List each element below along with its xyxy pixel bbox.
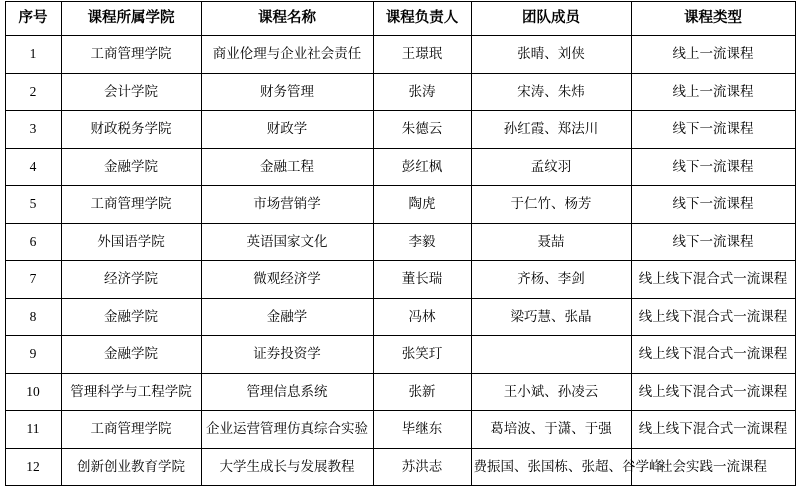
cell-course-name: 商业伦理与企业社会责任 xyxy=(201,36,373,74)
table-row xyxy=(5,111,795,149)
cell-index: 4 xyxy=(5,148,61,186)
cell-course-type: 线下一流课程 xyxy=(631,148,795,186)
cell-index: 6 xyxy=(5,223,61,261)
cell-team: 齐杨、李剑 xyxy=(471,261,631,299)
cell-index: 9 xyxy=(5,336,61,374)
cell-school: 创新创业教育学院 xyxy=(61,448,201,486)
cell-course-type: 社会实践一流课程 xyxy=(631,448,795,486)
table-row xyxy=(5,36,795,74)
cell-school: 工商管理学院 xyxy=(61,186,201,224)
cell-team: 孙红霞、郑法川 xyxy=(471,111,631,149)
cell-course-type: 线上线下混合式一流课程 xyxy=(631,298,795,336)
cell-school: 金融学院 xyxy=(61,336,201,374)
cell-leader: 王璟珉 xyxy=(373,36,471,74)
cell-index: 7 xyxy=(5,261,61,299)
table-row xyxy=(5,448,795,486)
cell-team: 王小斌、孙凌云 xyxy=(471,373,631,411)
cell-leader: 毕继东 xyxy=(373,411,471,449)
cell-course-type: 线下一流课程 xyxy=(631,186,795,224)
cell-course-type: 线上线下混合式一流课程 xyxy=(631,261,795,299)
cell-team: 于仁竹、杨芳 xyxy=(471,186,631,224)
column-header-school: 课程所属学院 xyxy=(61,2,201,36)
cell-course-name: 证券投资学 xyxy=(201,336,373,374)
cell-course-name: 金融学 xyxy=(201,298,373,336)
cell-team xyxy=(471,336,631,374)
column-header-course-name: 课程名称 xyxy=(201,2,373,36)
column-header-course-type: 课程类型 xyxy=(631,2,795,36)
cell-school: 金融学院 xyxy=(61,148,201,186)
cell-course-name: 英语国家文化 xyxy=(201,223,373,261)
cell-team: 张晴、刘侠 xyxy=(471,36,631,74)
cell-leader: 苏洪志 xyxy=(373,448,471,486)
cell-leader: 董长瑞 xyxy=(373,261,471,299)
cell-leader: 张涛 xyxy=(373,73,471,111)
cell-school: 金融学院 xyxy=(61,298,201,336)
cell-team: 宋涛、朱炜 xyxy=(471,73,631,111)
cell-school: 工商管理学院 xyxy=(61,36,201,74)
table-row xyxy=(5,148,795,186)
course-list-table xyxy=(5,1,796,486)
cell-leader: 张新 xyxy=(373,373,471,411)
cell-leader: 张笑玎 xyxy=(373,336,471,374)
cell-leader: 朱德云 xyxy=(373,111,471,149)
cell-index: 5 xyxy=(5,186,61,224)
cell-course-name: 财政学 xyxy=(201,111,373,149)
column-header-team: 团队成员 xyxy=(471,2,631,36)
cell-school: 财政税务学院 xyxy=(61,111,201,149)
cell-course-name: 大学生成长与发展教程 xyxy=(201,448,373,486)
cell-course-type: 线上一流课程 xyxy=(631,36,795,74)
column-header-leader: 课程负责人 xyxy=(373,2,471,36)
cell-school: 会计学院 xyxy=(61,73,201,111)
cell-course-name: 财务管理 xyxy=(201,73,373,111)
cell-index: 1 xyxy=(5,36,61,74)
table-row xyxy=(5,336,795,374)
cell-course-name: 企业运营管理仿真综合实验 xyxy=(201,411,373,449)
cell-course-type: 线上线下混合式一流课程 xyxy=(631,336,795,374)
cell-index: 12 xyxy=(5,448,61,486)
table-row xyxy=(5,298,795,336)
table-row xyxy=(5,373,795,411)
cell-leader: 彭红枫 xyxy=(373,148,471,186)
cell-team: 孟纹羽 xyxy=(471,148,631,186)
table-row xyxy=(5,223,795,261)
cell-leader: 李毅 xyxy=(373,223,471,261)
cell-team: 梁巧慧、张晶 xyxy=(471,298,631,336)
cell-course-name: 管理信息系统 xyxy=(201,373,373,411)
table-row xyxy=(5,73,795,111)
table-header xyxy=(5,2,795,36)
table-row xyxy=(5,411,795,449)
cell-leader: 冯林 xyxy=(373,298,471,336)
cell-course-name: 金融工程 xyxy=(201,148,373,186)
cell-team: 费振国、张国栋、张超、谷学峰 xyxy=(471,448,631,486)
table-body xyxy=(5,36,795,486)
cell-index: 10 xyxy=(5,373,61,411)
cell-course-type: 线上线下混合式一流课程 xyxy=(631,411,795,449)
cell-index: 3 xyxy=(5,111,61,149)
column-header-index: 序号 xyxy=(5,2,61,36)
cell-course-type: 线上一流课程 xyxy=(631,73,795,111)
cell-school: 经济学院 xyxy=(61,261,201,299)
cell-index: 2 xyxy=(5,73,61,111)
cell-index: 8 xyxy=(5,298,61,336)
cell-team: 聂喆 xyxy=(471,223,631,261)
cell-school: 工商管理学院 xyxy=(61,411,201,449)
cell-course-type: 线下一流课程 xyxy=(631,223,795,261)
cell-school: 管理科学与工程学院 xyxy=(61,373,201,411)
cell-index: 11 xyxy=(5,411,61,449)
cell-course-type: 线上线下混合式一流课程 xyxy=(631,373,795,411)
table-row xyxy=(5,186,795,224)
cell-leader: 陶虎 xyxy=(373,186,471,224)
cell-course-name: 市场营销学 xyxy=(201,186,373,224)
cell-team: 葛培波、于潇、于强 xyxy=(471,411,631,449)
table-row xyxy=(5,261,795,299)
cell-course-name: 微观经济学 xyxy=(201,261,373,299)
cell-school: 外国语学院 xyxy=(61,223,201,261)
table-header-row xyxy=(5,2,795,36)
cell-course-type: 线下一流课程 xyxy=(631,111,795,149)
